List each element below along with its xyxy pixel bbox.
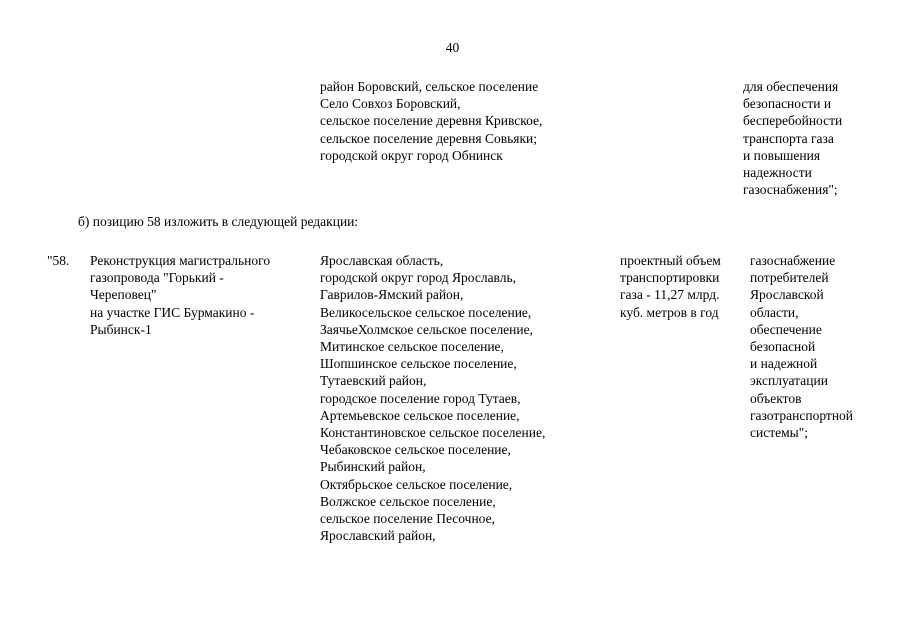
region-line: сельское поселение Песочное, [320, 511, 495, 527]
purpose-line: для обеспечения [743, 79, 839, 94]
item-number [47, 252, 69, 269]
purpose-line: и надежной [750, 356, 818, 372]
purpose-line: безопасности и [743, 96, 832, 112]
purpose-line: безопасной [750, 339, 816, 355]
purpose-line: области, [750, 304, 799, 320]
region-line: сельское поселение деревня Совьяки; [320, 130, 538, 146]
continuation-region-cell [320, 78, 542, 164]
name-line: Реконструкция магистрального [90, 253, 271, 268]
region-line: Артемьевское сельское поселение, [320, 407, 520, 423]
purpose-line: и повышения [743, 147, 821, 163]
region-line: район Боровский, сельское поселение [320, 79, 539, 94]
purpose-line: газоснабжения"; [743, 182, 838, 198]
purpose-line: надежности [743, 165, 812, 181]
region-line: Митинское сельское поселение, [320, 339, 504, 355]
region-line: Великосельское сельское поселение, [320, 304, 532, 320]
item-name-cell [90, 252, 270, 338]
purpose-line: газотранспортной [750, 407, 854, 423]
capacity-line: газа - 11,27 млрд. [620, 287, 720, 303]
region-line: Ярославский район, [320, 528, 436, 544]
purpose-line: объектов [750, 390, 802, 406]
purpose-line: потребителей [750, 270, 829, 286]
name-line: на участке ГИС Бурмакино - [90, 304, 255, 320]
region-line: городской округ город Ярославль, [320, 270, 517, 286]
item-region-cell [320, 252, 545, 544]
region-line: Село Совхоз Боровский, [320, 96, 461, 112]
region-line: Шопшинское сельское поселение, [320, 356, 517, 372]
region-line: Ярославская область, [320, 253, 444, 268]
region-line: городское поселение город Тутаев, [320, 390, 521, 406]
item-capacity-cell [620, 252, 721, 321]
region-line: ЗаячьеХолмское сельское поселение, [320, 321, 533, 337]
purpose-line: эксплуатации [750, 373, 828, 389]
purpose-line: обеспечение [750, 321, 822, 337]
region-line: сельское поселение деревня Кривское, [320, 113, 543, 129]
capacity-line: куб. метров в год [620, 304, 719, 320]
region-line: Чебаковское сельское поселение, [320, 442, 511, 458]
capacity-line: проектный объем [620, 253, 721, 268]
name-line: газопровода "Горький - [90, 270, 224, 286]
purpose-line: транспорта газа [743, 130, 834, 146]
amendment-instruction: б) позицию 58 изложить в следующей редакции: [78, 214, 359, 229]
region-line: городской округ город Обнинск [320, 147, 503, 163]
region-line: Октябрьское сельское поселение, [320, 476, 513, 492]
region-line: Гаврилов-Ямский район, [320, 287, 464, 303]
region-line: Рыбинский район, [320, 459, 426, 475]
continuation-purpose-cell [743, 78, 842, 198]
item-purpose-cell [750, 252, 853, 441]
page-number: 40 [445, 40, 460, 55]
purpose-line: Ярославской [750, 287, 824, 303]
capacity-line: транспортировки [620, 270, 720, 286]
purpose-line: бесперебойности [743, 113, 843, 129]
purpose-line: системы"; [750, 425, 808, 441]
region-line: Константиновское сельское поселение, [320, 425, 546, 441]
name-line: Череповец" [90, 287, 157, 303]
region-line: Тутаевский район, [320, 373, 427, 389]
purpose-line: газоснабжение [750, 253, 836, 268]
item-number-text: "58. [47, 253, 70, 268]
name-line: Рыбинск-1 [90, 321, 152, 337]
region-line: Волжское сельское поселение, [320, 493, 496, 509]
